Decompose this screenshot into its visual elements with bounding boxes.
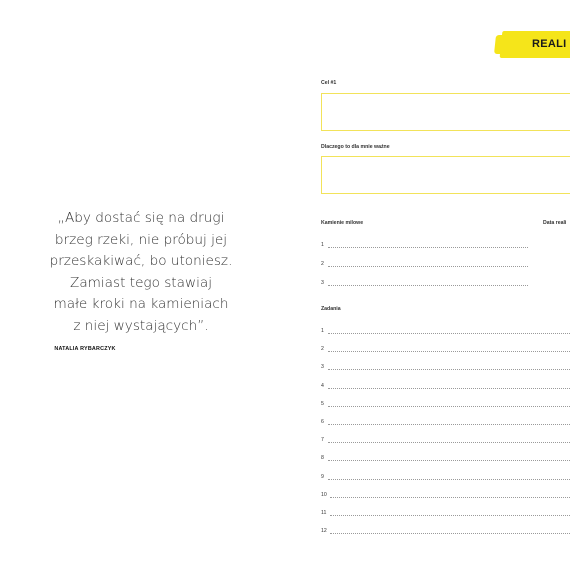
task-line[interactable] — [328, 388, 570, 389]
task-number: 10 — [321, 492, 327, 498]
task-line[interactable] — [328, 406, 570, 407]
task-number: 7 — [321, 437, 324, 443]
milestone-row[interactable] — [321, 280, 570, 288]
goal-label: Cel #1 — [321, 80, 337, 86]
task-row[interactable] — [321, 346, 570, 354]
task-line[interactable] — [328, 369, 570, 370]
task-line[interactable] — [330, 515, 570, 516]
task-line[interactable] — [330, 497, 570, 498]
task-number: 9 — [321, 474, 324, 480]
task-line[interactable] — [328, 424, 570, 425]
quote-line: małe kroki na kamieniach — [53, 296, 229, 313]
quote-line: z niej wystających”. — [73, 317, 209, 334]
task-number: 2 — [321, 346, 324, 352]
task-line[interactable] — [328, 351, 570, 352]
task-number: 11 — [321, 510, 327, 516]
milestone-line[interactable] — [328, 247, 528, 248]
quote-line: Zamiast tego stawiaj — [70, 274, 212, 291]
quote-line: przeskakiwać, bo utoniesz. — [49, 253, 233, 270]
task-row[interactable] — [321, 328, 570, 336]
right-page — [290, 0, 570, 570]
tasks-label: Zadania — [321, 306, 341, 312]
task-row[interactable] — [321, 437, 570, 445]
task-row[interactable] — [321, 383, 570, 391]
task-number: 5 — [321, 401, 324, 407]
task-line[interactable] — [328, 460, 570, 461]
page-title: REALI — [532, 38, 567, 50]
task-row[interactable] — [321, 364, 570, 372]
task-line[interactable] — [328, 442, 570, 443]
task-line[interactable] — [328, 479, 570, 480]
quote-author: NATALIA RYBARCZYK — [54, 346, 116, 352]
why-field[interactable] — [321, 156, 570, 194]
task-row[interactable] — [321, 455, 570, 463]
quote-line: brzeg rzeki, nie próbuj jej — [54, 231, 228, 248]
task-number: 1 — [321, 328, 324, 334]
milestone-line[interactable] — [328, 285, 528, 286]
why-label: Dlaczego to dla mnie ważne — [321, 144, 390, 150]
quote-line: „Aby dostać się na drugi — [57, 210, 225, 226]
task-row[interactable] — [321, 528, 570, 536]
task-number: 3 — [321, 364, 324, 370]
milestone-number: 2 — [321, 261, 324, 267]
milestones-label: Kamienie milowe — [321, 220, 364, 226]
task-row[interactable] — [321, 510, 570, 518]
milestone-row[interactable] — [321, 242, 570, 250]
task-row[interactable] — [321, 474, 570, 482]
milestone-number: 3 — [321, 280, 324, 286]
task-number: 4 — [321, 383, 324, 389]
date-label: Data reali — [543, 220, 567, 226]
task-number: 8 — [321, 455, 324, 461]
task-line[interactable] — [330, 533, 570, 534]
task-line[interactable] — [328, 333, 570, 334]
goal-field[interactable] — [321, 93, 570, 131]
task-row[interactable] — [321, 419, 570, 427]
task-number: 6 — [321, 419, 324, 425]
quote-block — [0, 208, 285, 338]
task-row[interactable] — [321, 401, 570, 409]
milestone-row[interactable] — [321, 261, 570, 269]
task-row[interactable] — [321, 492, 570, 500]
milestone-line[interactable] — [328, 266, 528, 267]
task-number: 12 — [321, 528, 327, 534]
milestone-number: 1 — [321, 242, 324, 248]
